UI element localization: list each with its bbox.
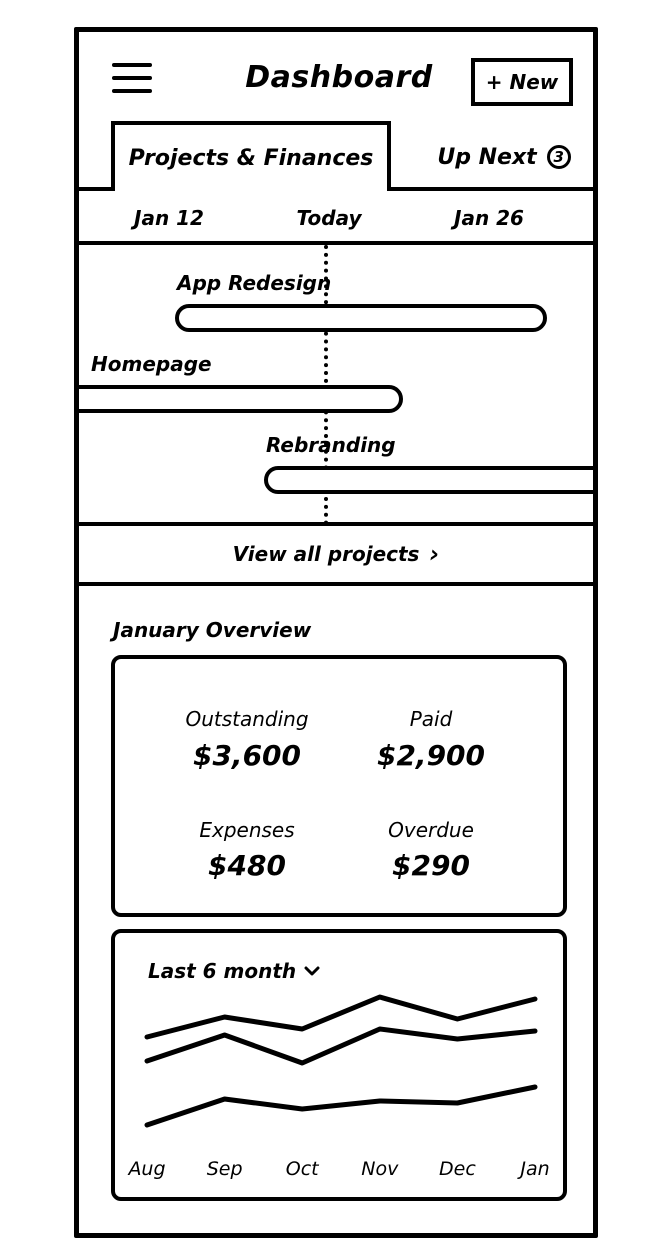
x-tick-label-aug: Aug — [128, 1158, 166, 1180]
stat-label-paid: Paid — [409, 707, 453, 731]
x-tick-label-nov: Nov — [361, 1158, 399, 1180]
up-next-count-badge: 3 — [547, 145, 571, 169]
project-label-rebranding: Rebranding — [266, 433, 396, 457]
view-all-projects-link[interactable] — [79, 526, 593, 582]
stat-label-outstanding: Outstanding — [185, 707, 309, 731]
stat-value-expenses: $480 — [208, 849, 286, 882]
project-bar-rebranding[interactable] — [264, 466, 598, 494]
new-button[interactable]: + New — [471, 58, 573, 106]
date-today: Today — [296, 206, 362, 230]
overview-title: January Overview — [113, 618, 312, 642]
project-label-app-redesign: App Redesign — [177, 271, 332, 295]
app-frame — [74, 27, 598, 1238]
tab-underline-right — [386, 187, 598, 191]
project-label-homepage: Homepage — [91, 352, 212, 376]
page-title: Dashboard — [245, 60, 433, 95]
x-tick-label-dec: Dec — [439, 1158, 476, 1180]
view-all-projects-label: View all projects — [232, 542, 420, 566]
chart-card — [111, 929, 567, 1201]
stat-label-overdue: Overdue — [388, 818, 474, 842]
x-tick-label-sep: Sep — [206, 1158, 243, 1180]
chart-series-line-3 — [147, 1087, 535, 1125]
tab-underline-left — [79, 187, 115, 191]
stat-label-expenses: Expenses — [199, 818, 295, 842]
tab-projects-finances[interactable] — [111, 121, 391, 191]
date-end: Jan 26 — [454, 206, 524, 230]
stat-value-overdue: $290 — [392, 849, 470, 882]
stat-value-paid: $2,900 — [376, 739, 486, 772]
project-bar-app-redesign[interactable] — [175, 304, 547, 332]
overview-card — [111, 655, 567, 917]
stat-value-outstanding: $3,600 — [192, 739, 302, 772]
chevron-right-icon: › — [429, 540, 440, 568]
chart-series-line-2 — [147, 1029, 535, 1063]
x-tick-label-jan: Jan — [520, 1158, 550, 1180]
date-start: Jan 12 — [134, 206, 204, 230]
project-bar-homepage[interactable] — [74, 385, 403, 413]
view-all-bottom-divider — [79, 582, 598, 586]
tab-up-next[interactable] — [409, 137, 598, 177]
x-tick-label-oct: Oct — [285, 1158, 319, 1180]
range-dropdown-label: Last 6 month — [148, 959, 297, 983]
tab-up-next-label: Up Next — [437, 144, 537, 170]
hamburger-menu-icon[interactable] — [112, 63, 152, 98]
tab-projects-finances-label: Projects & Finances — [128, 145, 374, 171]
trend-line-chart — [115, 933, 563, 1197]
chart-series-line-1 — [147, 997, 535, 1037]
timeline-header-divider — [79, 241, 598, 245]
